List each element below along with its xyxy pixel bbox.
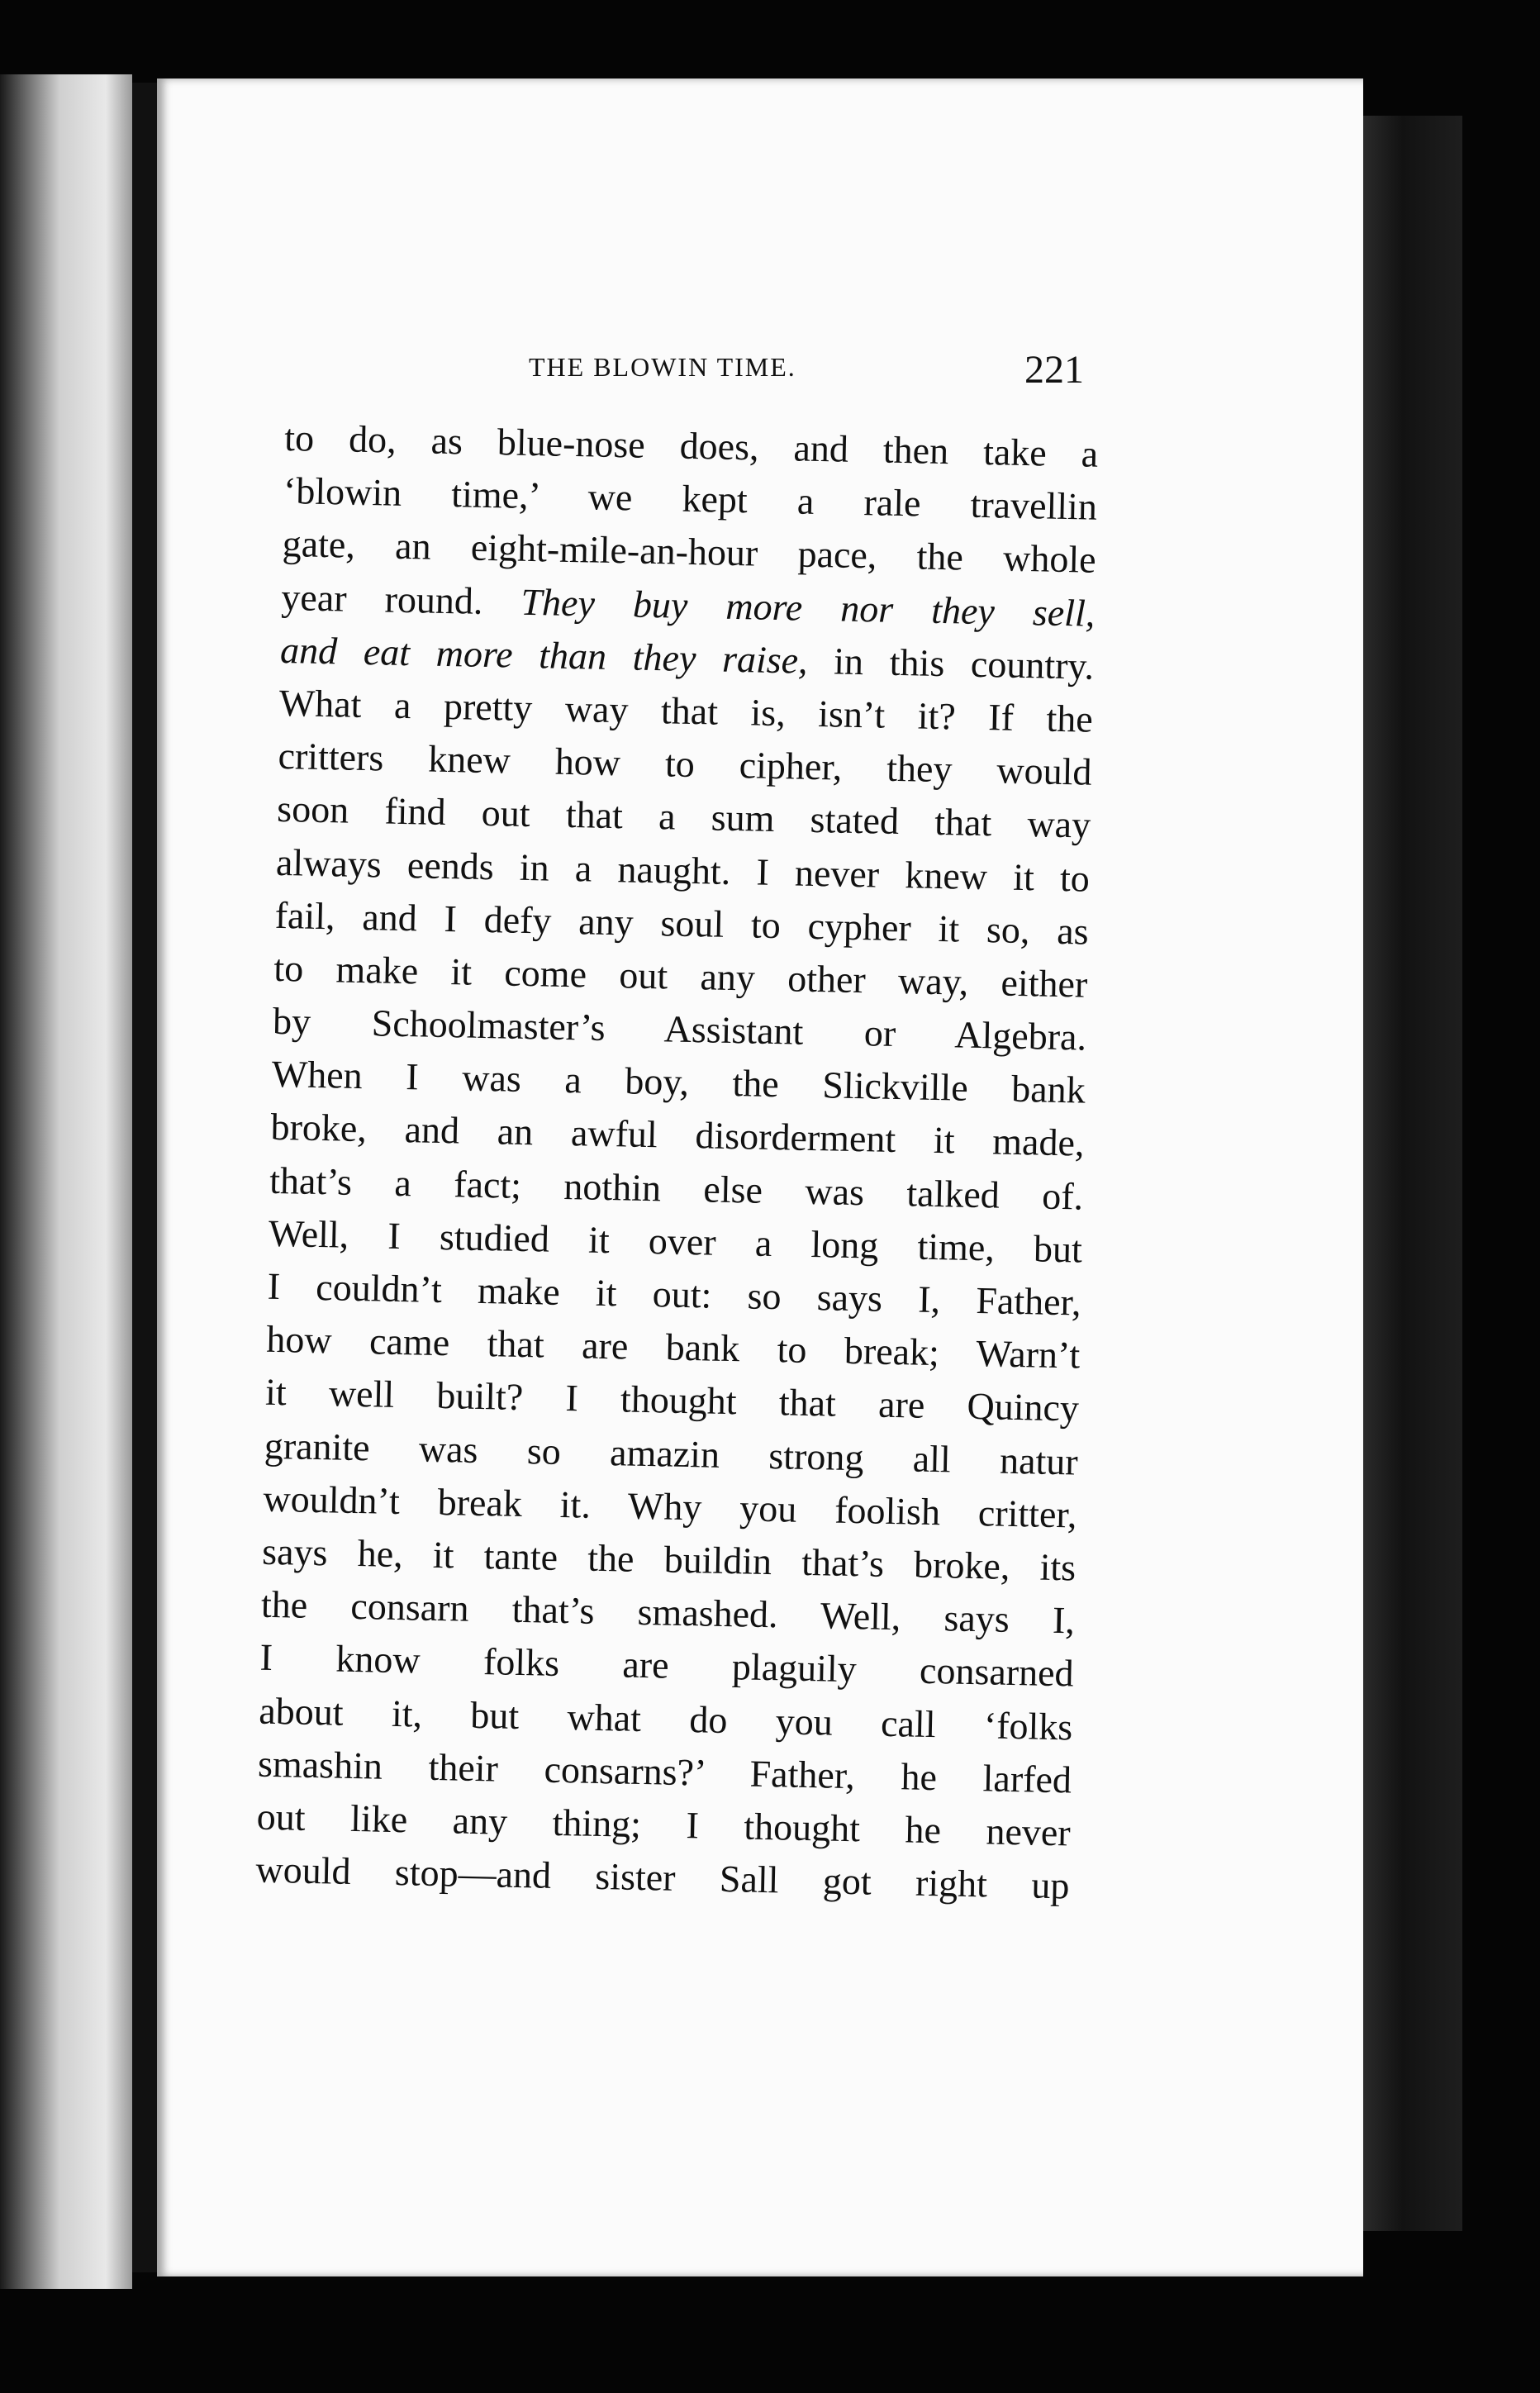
- running-title: THE BLOWIN TIME.: [529, 352, 796, 382]
- line-text: that’s a fact; nothin else was talked of.: [269, 1158, 1084, 1218]
- page-number: 221: [1024, 348, 1084, 392]
- line-text: the consarn that’s smashed. Well, says I,: [260, 1582, 1076, 1642]
- body-text: [255, 412, 1099, 1913]
- line-text: to do, as blue-nose does, and then take a: [283, 416, 1099, 475]
- left-page-edge: [0, 74, 132, 2289]
- line-text: would stop—and sister Sall got right up: [255, 1848, 1070, 1907]
- book-gutter: [132, 83, 157, 2272]
- line-text: to make it come out any other way, either: [273, 946, 1088, 1006]
- line-text: ‘blowin time,’ we kept a rale travellin: [283, 469, 1098, 528]
- line-text: in this country.: [807, 639, 1095, 687]
- line-text: granite was so amazin strong all natur: [264, 1424, 1079, 1483]
- line-text: When I was a boy, the Slickville bank: [271, 1053, 1086, 1111]
- line-text: how came that are bank to break; Warn’t: [265, 1317, 1081, 1377]
- line-text: by Schoolmaster’s Assistant or Algebra.: [272, 999, 1087, 1059]
- line-text: gate, an eight-mile-an-hour pace, the whole: [282, 522, 1097, 582]
- line-text: says he, it tante the buildin that’s broke, its: [261, 1530, 1077, 1589]
- line-text: I couldn’t make it out: so says I, Father,: [267, 1264, 1082, 1324]
- line-text: Well, I studied it over a long time, but: [268, 1211, 1083, 1271]
- line-text: always eends in a naught. I never knew it to: [275, 840, 1091, 900]
- line-text: soon find out that a sum stated that way: [276, 787, 1091, 846]
- line-text: What a pretty way that is, isn’t it? If the: [278, 681, 1094, 740]
- page-fore-edge: [1363, 116, 1462, 2231]
- running-head: [529, 347, 1107, 397]
- line-text: about it, but what do you call ‘folks: [258, 1689, 1073, 1748]
- line-text: year round.: [280, 575, 522, 623]
- line-text: fail, and I defy any soul to cypher it so, as: [274, 893, 1090, 953]
- italic-text: and eat more than they raise,: [279, 628, 809, 682]
- line-text: critters knew how to cipher, they would: [278, 735, 1092, 793]
- italic-text: They buy more nor they sell,: [520, 580, 1096, 635]
- line-text: it well built? I thought that are Quincy: [264, 1371, 1080, 1430]
- line-text: wouldn’t break it. Why you foolish critter,: [263, 1477, 1077, 1536]
- line-text: broke, and an awful disorderment it made,: [270, 1106, 1085, 1165]
- line-text: smashin their consarns?’ Father, he larfed: [257, 1742, 1072, 1801]
- line-text: I know folks are plaguily consarned: [259, 1636, 1075, 1695]
- line-text: out like any thing; I thought he never: [256, 1795, 1072, 1854]
